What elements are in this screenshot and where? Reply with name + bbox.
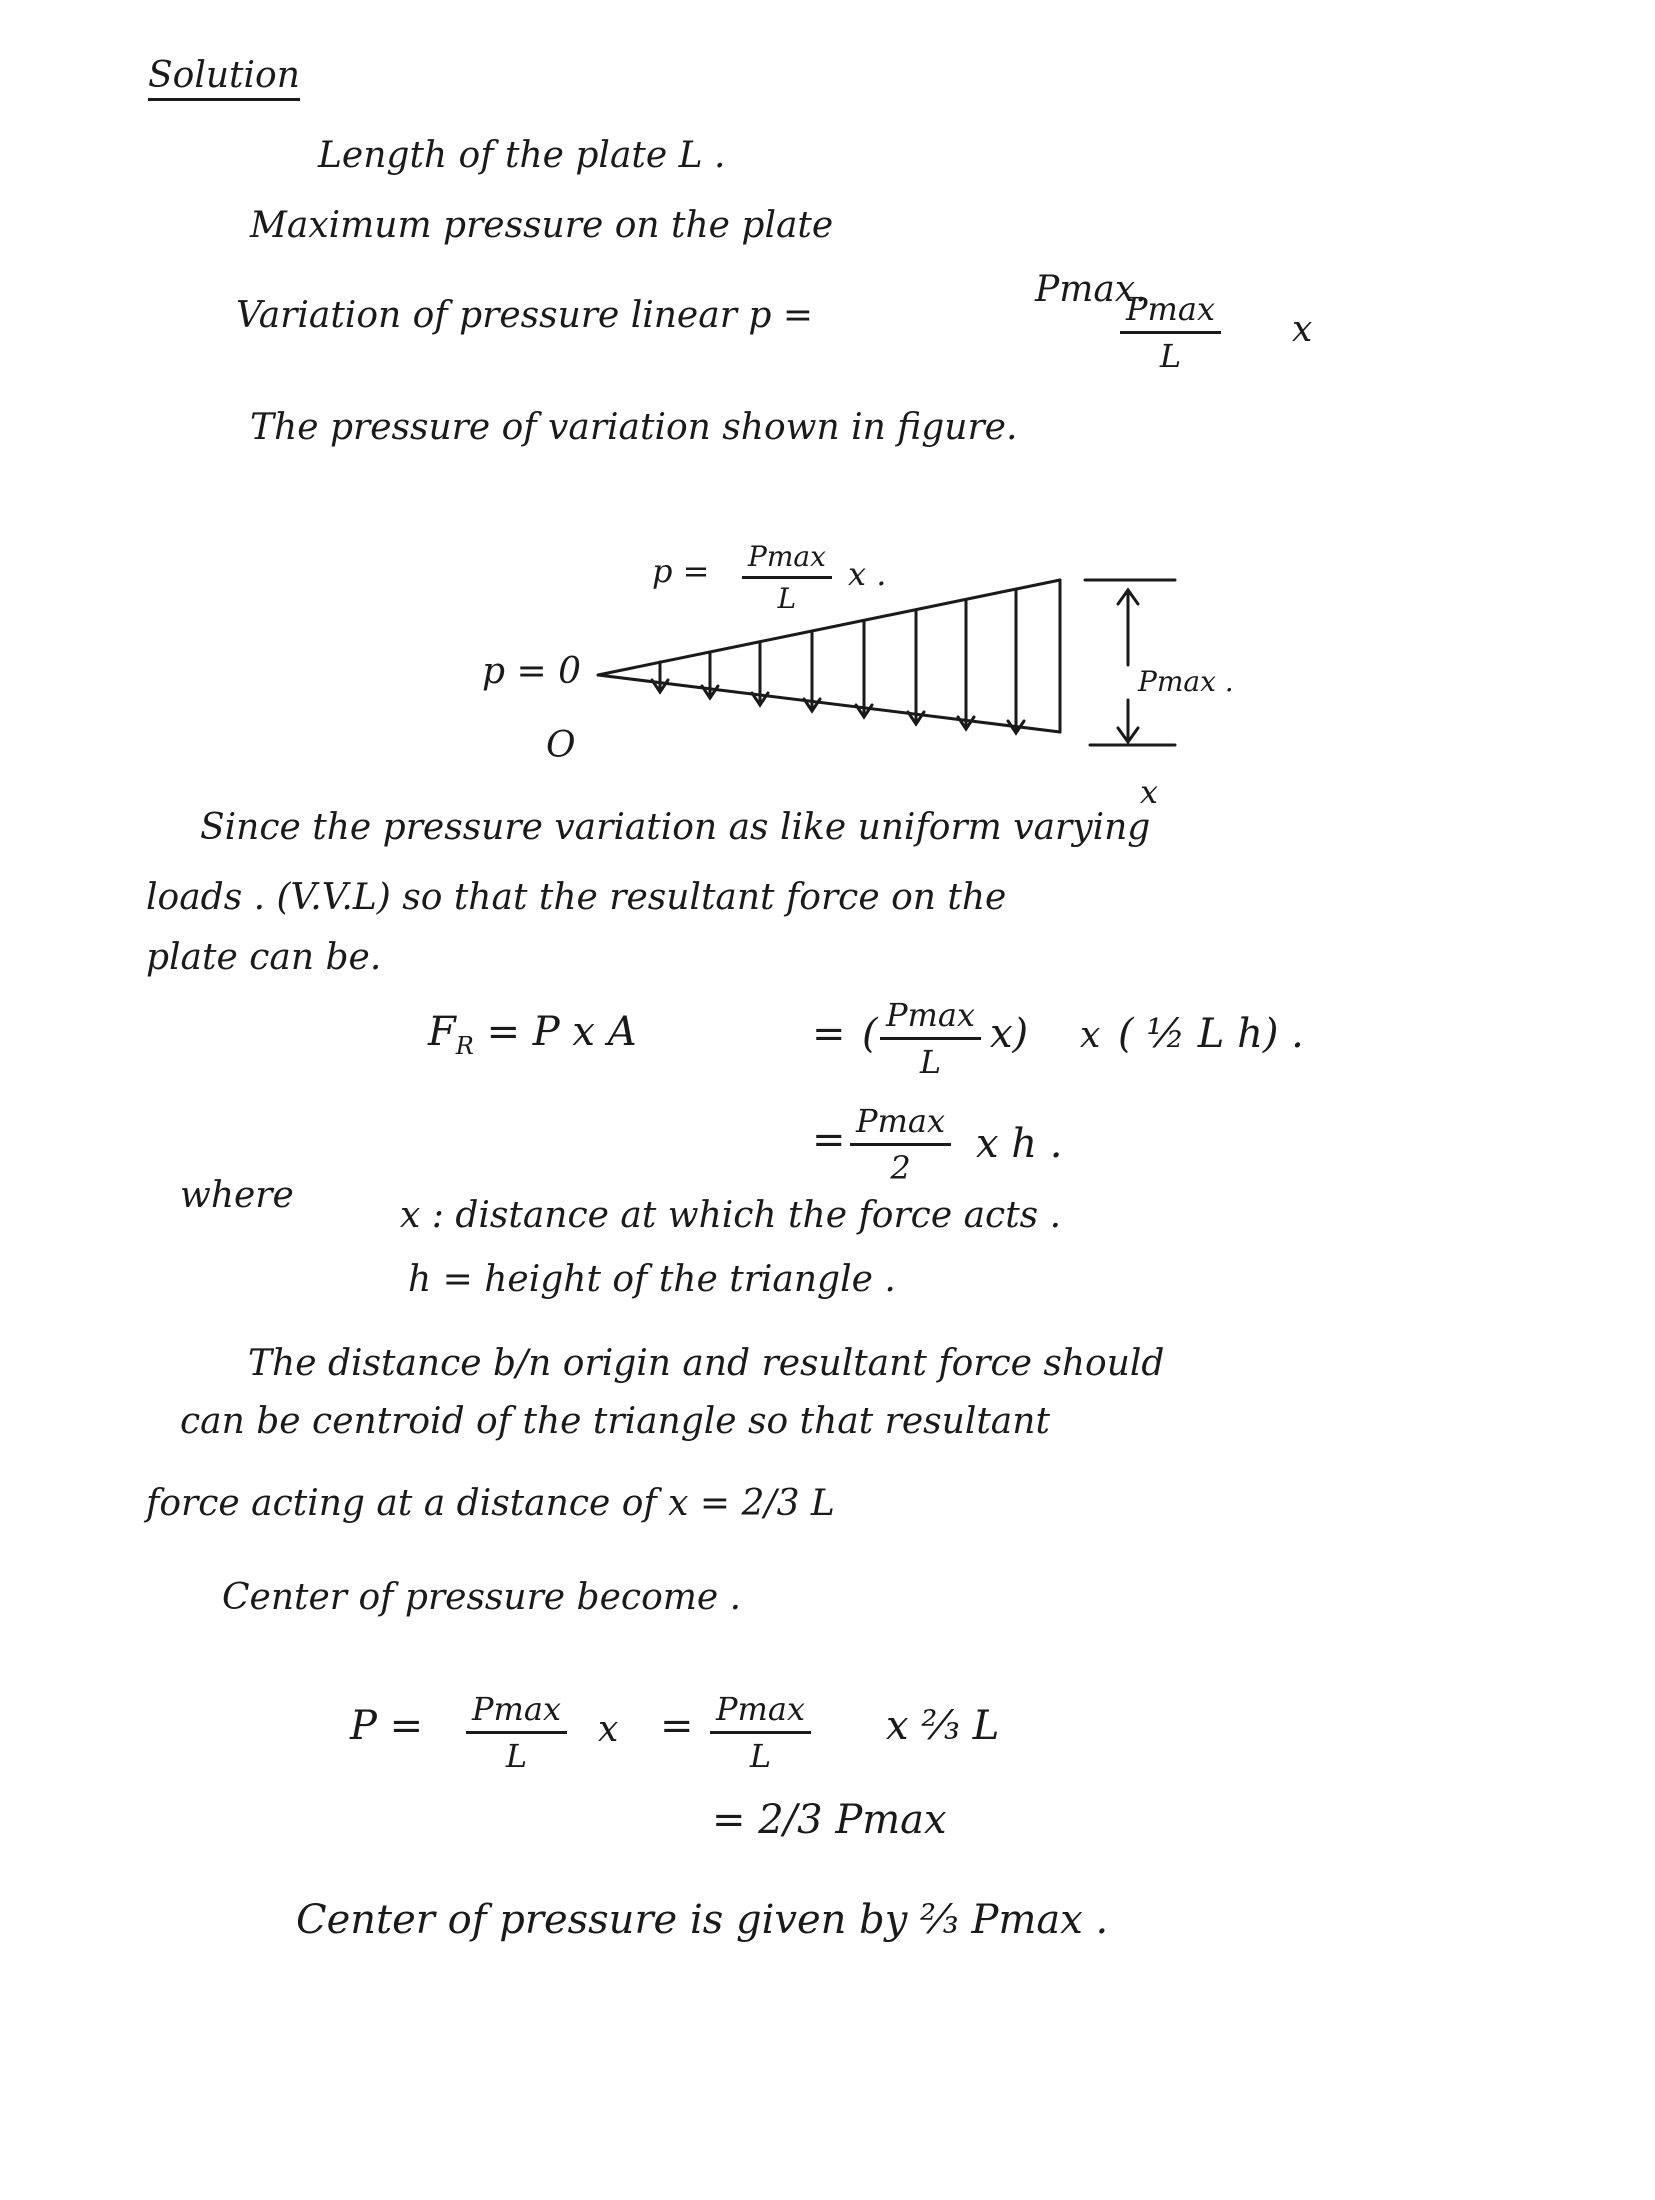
where-h-def: h = height of the triangle .: [408, 1259, 896, 1300]
intro-line-4: The pressure of variation shown in figure.: [250, 407, 1018, 448]
center-lhs: P =: [350, 1703, 424, 1749]
body2-line-3: force acting at a distance of x = 2/3 L: [146, 1483, 835, 1524]
body3: Center of pressure become .: [222, 1577, 742, 1618]
center-fraction-1: Pmax L: [466, 1690, 567, 1775]
body1-line-2: loads . (V.V.L) so that the resultant force on the: [146, 877, 1007, 918]
intro-line-3: Variation of pressure linear p =: [236, 295, 814, 336]
intro-line-1: Length of the plate L .: [318, 135, 726, 176]
where-x-def: x : distance at which the force acts .: [400, 1195, 1062, 1236]
force-fraction: Pmax L: [880, 996, 981, 1081]
figure-x-axis: x: [1140, 773, 1159, 811]
force-half: ( ½ L h) .: [1118, 1011, 1304, 1057]
pressure-arrows: [652, 590, 1024, 733]
figure-fraction: Pmax L: [742, 540, 832, 615]
figure-origin: O: [546, 725, 576, 766]
body2-line-2: can be centroid of the triangle so that resultant: [180, 1401, 1050, 1442]
center-fraction-2: Pmax L: [710, 1690, 811, 1775]
force-times: x: [1080, 1015, 1101, 1056]
force-line2-fraction: Pmax 2: [850, 1102, 951, 1187]
intro-x: x: [1292, 309, 1313, 350]
heading: Solution: [148, 58, 300, 101]
pressure-fraction: Pmax L: [1120, 290, 1221, 375]
force-line2-rest: x h .: [976, 1121, 1063, 1167]
body1-line-1: Since the pressure variation as like uniform varying: [200, 807, 1151, 848]
figure-pmax: Pmax .: [1138, 665, 1234, 698]
center-line2: = 2/3 Pmax: [712, 1797, 947, 1843]
where-label: where: [180, 1175, 294, 1216]
force-paren-x: x): [990, 1011, 1029, 1057]
center-tail: x ⅔ L: [886, 1703, 1000, 1749]
conclusion: Center of pressure is given by ⅔ Pmax .: [296, 1897, 1109, 1943]
body2-line-1: The distance b/n origin and resultant force should: [248, 1343, 1165, 1384]
force-lhs: $F_R = P$ x A: [428, 1009, 637, 1060]
force-line2-eq: =: [812, 1117, 846, 1163]
figure-p-label: p =: [652, 552, 710, 590]
center-x: x: [598, 1709, 619, 1750]
intro-pmax: Pmax.: [1035, 269, 1147, 310]
force-eq: =: [812, 1011, 846, 1057]
intro-line-2: Maximum pressure on the plate: [250, 205, 834, 246]
force-paren-open: (: [862, 1011, 878, 1057]
body1-line-3: plate can be.: [146, 937, 382, 978]
figure-x-label: x .: [848, 555, 887, 593]
center-eq: =: [660, 1703, 694, 1749]
figure-p-zero: p = 0: [482, 651, 581, 692]
